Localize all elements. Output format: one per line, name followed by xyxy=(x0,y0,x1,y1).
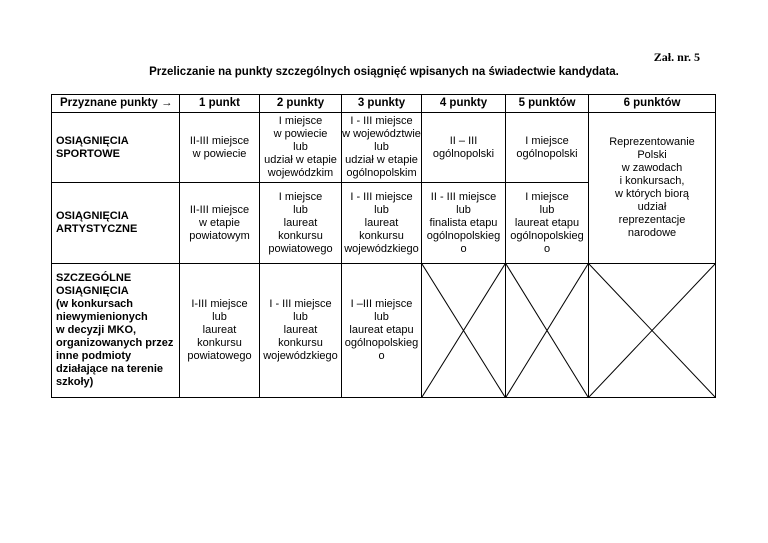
cell-line: o xyxy=(378,350,385,362)
special-3-points xyxy=(342,264,422,398)
points-table xyxy=(51,94,716,398)
cell-line: ogólnopolskieg xyxy=(344,337,419,349)
cell-line: wojewódzkiego xyxy=(263,350,338,362)
special-6-points-crossed xyxy=(589,264,716,398)
sport-4-points xyxy=(422,113,506,183)
category-art xyxy=(52,183,180,264)
cell-line: II-III miejsce xyxy=(189,134,250,147)
cell-line: wojewódzkim xyxy=(267,167,334,179)
cell-line: I-III miejsce xyxy=(191,298,248,310)
cell-line: powiatowego xyxy=(268,242,333,255)
cell-line: w powiecie xyxy=(273,128,328,140)
cell-line: OSIĄGNIĘCIA xyxy=(56,210,129,222)
cell-line: lub xyxy=(293,203,308,216)
cell-line: lub xyxy=(374,203,389,216)
cell-line: konkursu xyxy=(197,337,242,349)
cell-line: lub xyxy=(293,311,308,323)
header-5-points: 5 punktów xyxy=(506,95,589,113)
header-row xyxy=(52,95,716,113)
cell-line: I - III miejsce xyxy=(350,115,413,127)
cell-line: reprezentacje xyxy=(618,214,686,226)
cell-line: I miejsce xyxy=(278,190,323,203)
cell-line: SZCZEGÓLNE xyxy=(56,272,132,284)
cell-line: ogólnopolskieg xyxy=(510,229,584,242)
cell-line: konkursu xyxy=(278,229,323,242)
cell-line: w decyzji MKO, xyxy=(56,324,137,336)
cell-line: laureat etapu xyxy=(349,324,414,336)
cell-line: w których biorą xyxy=(615,188,689,200)
art-1-point xyxy=(180,183,260,264)
cell-line: o xyxy=(460,242,467,255)
sport-5-points xyxy=(506,113,589,183)
cell-line: laureat xyxy=(202,324,237,336)
cell-line: OSIĄGNIĘCIA xyxy=(56,285,129,297)
cell-line: udział w etapie xyxy=(264,154,337,166)
cell-line: OSIĄGNIĘCIA xyxy=(56,134,129,147)
category-sport xyxy=(52,113,180,183)
header-1-point: 1 punkt xyxy=(180,95,260,113)
cross-mark xyxy=(506,264,588,397)
cell-line: laureat xyxy=(283,216,318,229)
document-title: Przeliczanie na punkty szczególnych osiągnięć wpisanych na świadectwie kandydata. xyxy=(149,66,619,78)
cell-line: lub xyxy=(374,141,389,153)
cross-mark xyxy=(589,264,715,397)
cell-line: lub xyxy=(374,311,389,323)
cell-line: niewymienionych xyxy=(56,311,148,323)
cell-line: konkursu xyxy=(278,337,323,349)
cell-line: szkoły) xyxy=(56,376,94,388)
sport-2-points xyxy=(260,113,342,183)
cell-line: działające na terenie xyxy=(56,363,163,375)
cell-line: Reprezentowanie xyxy=(609,136,695,148)
cell-line: w zawodach xyxy=(621,162,683,174)
cell-line: II – III xyxy=(449,134,478,147)
cell-line: II-III miejsce xyxy=(189,203,250,216)
cell-line: I miejsce xyxy=(278,115,323,127)
cell-line: I miejsce xyxy=(525,134,569,147)
cell-line: ARTYSTYCZNE xyxy=(56,223,138,235)
cell-line: udział w etapie xyxy=(345,154,418,166)
header-6-points: 6 punktów xyxy=(589,95,716,113)
cell-line: I miejsce xyxy=(525,190,569,203)
cell-line: inne podmioty xyxy=(56,350,132,362)
cross-mark xyxy=(422,264,505,397)
cell-line: powiatowym xyxy=(189,229,250,242)
cell-line: II - III miejsce xyxy=(430,190,497,203)
cell-line: SPORTOWE xyxy=(56,147,120,160)
row-special xyxy=(52,264,716,398)
header-points-awarded: Przyznane punkty → xyxy=(52,95,180,113)
cell-line: I - III miejsce xyxy=(350,190,413,203)
cell-line: ogólnopolski xyxy=(432,147,495,160)
cell-line: w województwie xyxy=(342,128,421,140)
cell-line: laureat etapu xyxy=(514,216,580,229)
cell-line: o xyxy=(543,242,551,255)
cell-line: udział xyxy=(637,201,667,213)
cell-line: I –III miejsce xyxy=(350,298,413,310)
art-4-points xyxy=(422,183,506,264)
special-4-points-crossed xyxy=(422,264,506,398)
special-1-point xyxy=(180,264,260,398)
cell-line: laureat xyxy=(364,216,399,229)
cell-line: i konkursach, xyxy=(619,175,685,187)
cell-line: I - III miejsce xyxy=(269,298,332,310)
cell-line: (w konkursach xyxy=(56,298,134,310)
six-points-cell xyxy=(589,113,716,264)
header-3-points: 3 punkty xyxy=(342,95,422,113)
cell-line: ogólnopolskieg xyxy=(426,229,501,242)
category-special xyxy=(52,264,180,398)
cell-line: ogólnopolskim xyxy=(346,167,417,179)
special-2-points xyxy=(260,264,342,398)
cell-line: organizowanych przez xyxy=(56,337,174,349)
cell-line: narodowe xyxy=(627,227,677,239)
header-4-points: 4 punkty xyxy=(422,95,506,113)
cell-line: w etapie xyxy=(199,216,240,229)
cell-line: lub xyxy=(212,311,227,323)
cell-line: powiatowego xyxy=(187,350,252,362)
cell-line: w powiecie xyxy=(192,147,247,160)
cell-line: laureat xyxy=(283,324,318,336)
special-5-points-crossed xyxy=(506,264,589,398)
art-2-points xyxy=(260,183,342,264)
art-5-points xyxy=(506,183,589,264)
cell-line: ogólnopolski xyxy=(516,147,578,160)
cell-line: lub xyxy=(456,203,471,216)
header-2-points: 2 punkty xyxy=(260,95,342,113)
sport-3-points xyxy=(342,113,422,183)
cell-line: finalista etapu xyxy=(429,216,498,229)
cell-line: lub xyxy=(539,203,555,216)
annex-number: Zał. nr. 5 xyxy=(653,50,700,64)
cell-line: Polski xyxy=(637,149,667,161)
art-3-points xyxy=(342,183,422,264)
sport-1-point xyxy=(180,113,260,183)
cell-line: wojewódzkiego xyxy=(344,242,419,255)
row-sport xyxy=(52,113,716,183)
cell-line: konkursu xyxy=(359,229,404,242)
cell-line: lub xyxy=(293,141,308,153)
